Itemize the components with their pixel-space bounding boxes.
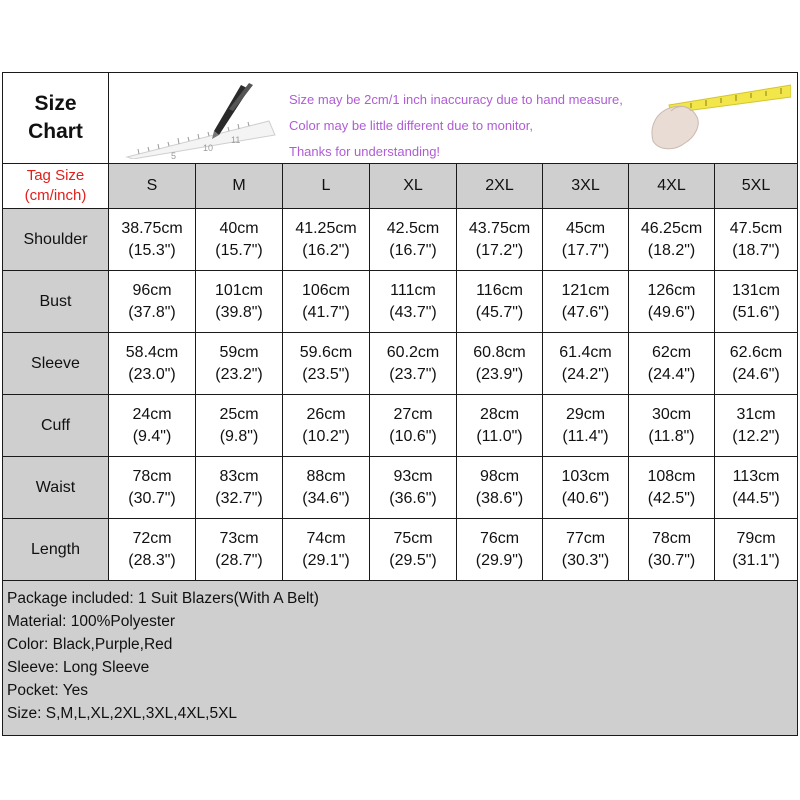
- measurement-label: Waist: [3, 457, 109, 519]
- inch-value: (17.7"): [561, 241, 610, 259]
- measurement-cell: [196, 209, 283, 271]
- inch-value: (39.8"): [215, 303, 263, 321]
- measurement-cell: [370, 457, 457, 519]
- measurement-cell: [543, 271, 629, 333]
- cm-value: 116cm: [476, 281, 523, 299]
- cm-value: 74cm: [306, 529, 346, 547]
- inch-value: (29.9"): [475, 551, 524, 569]
- cm-value: 108cm: [647, 467, 696, 485]
- measurement-cell: [370, 209, 457, 271]
- inch-value: (31.1"): [732, 551, 780, 569]
- cm-value: 103cm: [561, 467, 610, 485]
- measurement-row: [3, 271, 798, 333]
- inch-value: (30.7"): [647, 551, 696, 569]
- product-info-line: Pocket: Yes: [7, 682, 89, 699]
- size-chart-table: [2, 72, 798, 736]
- cm-value: 73cm: [219, 529, 259, 547]
- cm-value: 88cm: [306, 467, 346, 485]
- cm-value: 28cm: [479, 405, 520, 423]
- inch-value: (18.7"): [732, 241, 780, 259]
- svg-text:11: 11: [231, 135, 241, 145]
- size-header-cell: S: [109, 164, 196, 209]
- size-header-cell: XL: [370, 164, 457, 209]
- cm-value: 111cm: [390, 281, 436, 299]
- measurement-cell: [543, 395, 629, 457]
- size-header-cell: 5XL: [715, 164, 798, 209]
- cm-value: 62.6cm: [729, 343, 783, 361]
- measurement-cell: [457, 457, 543, 519]
- inch-value: (12.2"): [732, 427, 780, 445]
- cm-value: 61.4cm: [559, 343, 612, 361]
- product-info: [3, 581, 798, 736]
- inch-value: (23.2"): [215, 365, 263, 383]
- cm-value: 46.25cm: [640, 219, 703, 237]
- measurement-cell: [457, 209, 543, 271]
- cm-value: 79cm: [736, 529, 776, 547]
- cm-value: 121cm: [561, 281, 610, 299]
- inch-value: (15.7"): [215, 241, 263, 259]
- inch-value: (51.6"): [732, 303, 780, 321]
- notice-text: [289, 87, 623, 163]
- cm-value: 47.5cm: [729, 219, 783, 237]
- inch-value: (23.5"): [302, 365, 350, 383]
- inch-value: (29.1"): [302, 551, 350, 569]
- cm-value: 41.25cm: [295, 219, 357, 237]
- cm-value: 45cm: [565, 219, 606, 237]
- measurement-row: [3, 395, 798, 457]
- measurement-cell: [715, 333, 798, 395]
- cm-value: 25cm: [219, 405, 259, 423]
- inch-value: (30.3"): [561, 551, 610, 569]
- inch-value: (15.3"): [128, 241, 176, 259]
- measurement-cell: [370, 271, 457, 333]
- measurement-cell: [543, 519, 629, 581]
- inch-value: (17.2"): [475, 241, 524, 259]
- pen-ruler-icon: [119, 79, 279, 159]
- measurement-cell: [543, 209, 629, 271]
- measurement-cell: [457, 271, 543, 333]
- size-header-row: [3, 164, 798, 209]
- inch-value: (24.6"): [732, 365, 780, 383]
- measurement-cell: [283, 519, 370, 581]
- inch-value: (9.4"): [132, 427, 172, 445]
- svg-text:10: 10: [203, 143, 214, 153]
- cm-value: 101cm: [214, 281, 264, 299]
- cm-value: 60.8cm: [473, 343, 526, 361]
- product-info-line: Material: 100%Polyester: [7, 613, 175, 630]
- cm-value: 93cm: [393, 467, 433, 485]
- measurement-cell: [457, 395, 543, 457]
- notice-line: Color may be little different due to monitor,: [289, 118, 533, 133]
- measurement-cell: [109, 457, 196, 519]
- inch-value: (11.4"): [562, 427, 609, 445]
- inch-value: (28.3"): [128, 551, 176, 569]
- inch-value: (23.0"): [128, 365, 176, 383]
- size-header-cell: 2XL: [457, 164, 543, 209]
- measurement-cell: [283, 395, 370, 457]
- inch-value: (30.7"): [128, 489, 176, 507]
- measurement-cell: [196, 395, 283, 457]
- measurement-cell: [629, 209, 715, 271]
- inch-value: (16.2"): [302, 241, 350, 259]
- cm-value: 76cm: [479, 529, 520, 547]
- measurement-cell: [283, 209, 370, 271]
- size-chart-title: Size Chart: [3, 73, 109, 164]
- measurement-cell: [629, 519, 715, 581]
- measurement-cell: [196, 333, 283, 395]
- measurement-cell: [283, 333, 370, 395]
- product-info-line: Package included: 1 Suit Blazers(With A Belt): [7, 590, 319, 607]
- inch-value: (24.4"): [647, 365, 696, 383]
- inch-value: (11.8"): [648, 427, 695, 445]
- notice-line: Thanks for understanding!: [289, 144, 441, 159]
- cm-value: 77cm: [565, 529, 606, 547]
- inch-value: (41.7"): [302, 303, 350, 321]
- notice-banner: [109, 73, 798, 164]
- inch-value: (34.6"): [302, 489, 350, 507]
- measurement-cell: [283, 271, 370, 333]
- inch-value: (37.8"): [128, 303, 176, 321]
- inch-value: (18.2"): [647, 241, 696, 259]
- measurement-label: Bust: [3, 271, 109, 333]
- cm-value: 83cm: [219, 467, 259, 485]
- product-info-line: Size: S,M,L,XL,2XL,3XL,4XL,5XL: [7, 705, 238, 722]
- cm-value: 43.75cm: [468, 219, 531, 237]
- measurement-row: [3, 333, 798, 395]
- measurement-cell: [109, 519, 196, 581]
- cm-value: 96cm: [132, 281, 172, 299]
- inch-value: (40.6"): [561, 489, 610, 507]
- measurement-cell: [109, 271, 196, 333]
- cm-value: 30cm: [651, 405, 692, 423]
- measurement-cell: [370, 519, 457, 581]
- inch-value: (44.5"): [732, 489, 780, 507]
- measurement-cell: [543, 333, 629, 395]
- inch-value: (28.7"): [215, 551, 263, 569]
- measurement-cell: [109, 333, 196, 395]
- measurement-label: Length: [3, 519, 109, 581]
- measurement-cell: [196, 271, 283, 333]
- measurement-row: [3, 519, 798, 581]
- measurement-cell: [629, 395, 715, 457]
- measurement-cell: [196, 457, 283, 519]
- inch-value: (23.9"): [475, 365, 524, 383]
- inch-value: (9.8"): [219, 427, 259, 445]
- inch-value: (38.6"): [475, 489, 524, 507]
- cm-value: 59cm: [219, 343, 259, 361]
- measurement-label: Shoulder: [3, 209, 109, 271]
- cm-value: 58.4cm: [125, 343, 179, 361]
- inch-value: (32.7"): [215, 489, 263, 507]
- measurement-cell: [715, 395, 798, 457]
- measurement-cell: [109, 395, 196, 457]
- size-header-cell: M: [196, 164, 283, 209]
- inch-value: (16.7"): [389, 241, 437, 259]
- inch-value: (24.2"): [561, 365, 610, 383]
- measurement-label: Cuff: [3, 395, 109, 457]
- inch-value: (10.6"): [389, 427, 437, 445]
- size-header-cell: 4XL: [629, 164, 715, 209]
- cm-value: 126cm: [647, 281, 696, 299]
- measurement-cell: [457, 333, 543, 395]
- cm-value: 40cm: [219, 219, 259, 237]
- inch-value: (36.6"): [389, 489, 437, 507]
- cm-value: 26cm: [306, 405, 346, 423]
- cm-value: 62cm: [651, 343, 692, 361]
- inch-value: (45.7"): [475, 303, 524, 321]
- cm-value: 24cm: [132, 405, 172, 423]
- cm-value: 29cm: [565, 405, 606, 423]
- size-header-cell: 3XL: [543, 164, 629, 209]
- cm-value: 27cm: [393, 405, 433, 423]
- cm-value: 75cm: [393, 529, 433, 547]
- inch-value: (47.6"): [561, 303, 610, 321]
- cm-value: 31cm: [736, 405, 776, 423]
- measurement-cell: [109, 209, 196, 271]
- cm-value: 42.5cm: [386, 219, 440, 237]
- measurement-cell: [629, 271, 715, 333]
- measurement-cell: [629, 457, 715, 519]
- measurement-cell: [283, 457, 370, 519]
- inch-value: (10.2"): [302, 427, 350, 445]
- product-info-line: Color: Black,Purple,Red: [7, 636, 173, 653]
- inch-value: (29.5"): [389, 551, 437, 569]
- measurement-cell: [196, 519, 283, 581]
- inch-value: (42.5"): [647, 489, 696, 507]
- svg-text:5: 5: [171, 151, 177, 159]
- measurement-label: Sleeve: [3, 333, 109, 395]
- cm-value: 38.75cm: [121, 219, 183, 237]
- tag-size-label: Tag Size (cm/inch): [3, 164, 109, 209]
- measurement-cell: [715, 209, 798, 271]
- inch-value: (23.7"): [389, 365, 437, 383]
- cm-value: 113cm: [732, 467, 780, 485]
- measurement-cell: [715, 519, 798, 581]
- measurement-cell: [543, 457, 629, 519]
- measurement-cell: [370, 395, 457, 457]
- cm-value: 98cm: [479, 467, 520, 485]
- cm-value: 72cm: [132, 529, 172, 547]
- measurement-row: [3, 209, 798, 271]
- inch-value: (43.7"): [389, 303, 437, 321]
- cm-value: 78cm: [132, 467, 172, 485]
- hand-measuring-tape-icon: [631, 81, 791, 157]
- measurement-cell: [629, 333, 715, 395]
- product-info-line: Sleeve: Long Sleeve: [7, 659, 150, 676]
- size-header-cell: L: [283, 164, 370, 209]
- notice-line: Size may be 2cm/1 inch inaccuracy due to hand measure,: [289, 92, 623, 107]
- measurement-cell: [715, 271, 798, 333]
- cm-value: 59.6cm: [299, 343, 353, 361]
- cm-value: 60.2cm: [386, 343, 440, 361]
- measurement-cell: [715, 457, 798, 519]
- cm-value: 78cm: [651, 529, 692, 547]
- measurement-cell: [370, 333, 457, 395]
- inch-value: (49.6"): [647, 303, 696, 321]
- product-info-row: [3, 581, 798, 736]
- measurement-cell: [457, 519, 543, 581]
- cm-value: 106cm: [301, 281, 351, 299]
- inch-value: (11.0"): [476, 427, 523, 445]
- cm-value: 131cm: [731, 281, 781, 299]
- measurement-row: [3, 457, 798, 519]
